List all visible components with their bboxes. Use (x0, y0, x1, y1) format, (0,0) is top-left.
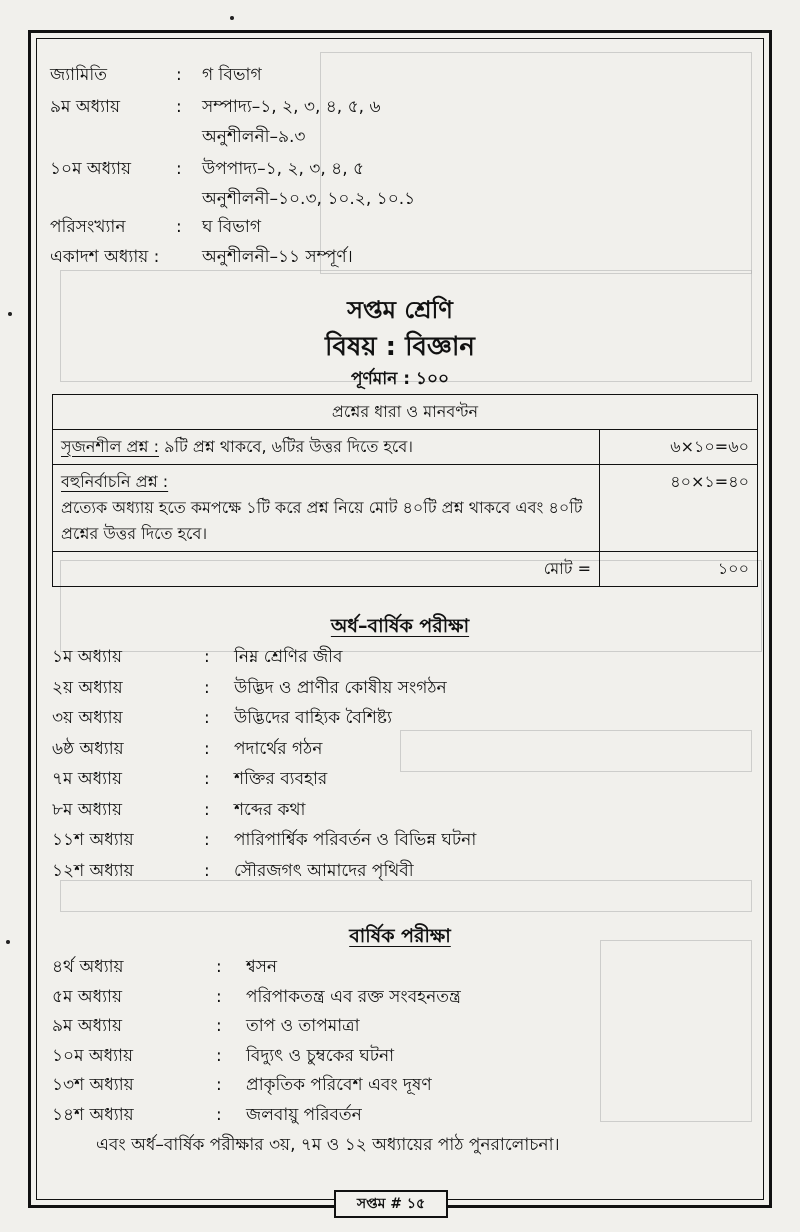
colon: : (216, 1045, 222, 1066)
colon: : (204, 860, 210, 881)
section-label: জ্যামিতি (50, 65, 107, 85)
chapter-topic: তাপ ও তাপমাত্রা (246, 1016, 360, 1036)
mcq-marks: ৪০×১=৪০ (600, 465, 758, 552)
colon: : (176, 217, 182, 237)
colon: : (216, 1075, 222, 1095)
chapter-label: ১ম অধ্যায় (52, 647, 122, 667)
chapter-label: ১২শ অধ্যায় (52, 860, 134, 881)
colon: : (204, 799, 210, 820)
half-yearly-title: অর্ধ–বার্ষিক পরীক্ষা (330, 615, 470, 637)
chapter-topic: উদ্ভিদের বাহ্যিক বৈশিষ্ট্য (234, 708, 392, 728)
mcq-cell (53, 465, 600, 552)
construction-list: সম্পাদ্য–১, ২, ৩, ৪, ৫, ৬ (202, 97, 381, 117)
page-number-badge: সপ্তম # ১৫ (334, 1190, 448, 1218)
table-header-row (53, 395, 758, 430)
chapter-topic: সৌরজগৎ আমাদের পৃথিবী (234, 860, 414, 881)
chapter-label: ৯ম অধ্যায় (50, 97, 120, 117)
colon: : (204, 830, 210, 850)
chapter-label: ৯ম অধ্যায় (52, 1016, 122, 1036)
colon: : (216, 957, 222, 977)
mcq-label: বহুনির্বাচনি প্রশ্ন : (61, 472, 169, 491)
colon: : (176, 97, 182, 117)
colon: : (216, 1104, 222, 1125)
chapter-topic: জলবায়ু পরিবর্তন (246, 1104, 362, 1125)
chapter-topic: পরিপাকতন্ত্র এব রক্ত সংবহনতন্ত্র (246, 986, 461, 1007)
total-label: মোট = (53, 552, 600, 587)
chapter-topic: পদার্থের গঠন (234, 738, 323, 759)
colon: : (204, 738, 210, 759)
exercise-value: অনুশীলনী–১১ সম্পূর্ণ। (202, 247, 353, 267)
chapter-label: ১০ম অধ্যায় (52, 1045, 134, 1066)
colon: : (216, 1016, 222, 1036)
section-value: গ বিভাগ (202, 65, 262, 85)
chapter-topic: প্রাকৃতিক পরিবেশ এবং দূষণ (246, 1075, 432, 1095)
chapter-label: ৭ম অধ্যায় (52, 769, 123, 789)
speck (230, 16, 234, 20)
chapter-label: ২য় অধ্যায় (52, 677, 123, 698)
chapter-label: ৪র্থ অধ্যায় (52, 957, 124, 977)
colon: : (204, 708, 210, 728)
chapter-topic: শ্বসন (246, 957, 278, 977)
chapter-topic: বিদ্যুৎ ও চুম্বকের ঘটনা (246, 1045, 395, 1066)
chapter-topic: উদ্ভিদ ও প্রাণীর কোষীয় সংগঠন (234, 677, 447, 698)
mcq-text: প্রত্যেক অধ্যায় হতে কমপক্ষে ১টি করে প্রশ্ন নিয়ে মোট ৪০টি প্রশ্ন থাকবে এবং ৪০টি প্রশ্নের উত্তর দিতে হবে। (61, 498, 583, 543)
table-row (53, 465, 758, 552)
chapter-topic: নিম্ন শ্রেণির জীব (234, 647, 343, 667)
chapter10-exercise: অনুশীলনী–১০.৩, ১০.২, ১০.১ (202, 189, 416, 209)
section-value: ঘ বিভাগ (202, 217, 261, 237)
chapter-label: একাদশ অধ্যায় : (50, 247, 160, 267)
chapter-topic: পারিপার্শ্বিক পরিবর্তন ও বিভিন্ন ঘটনা (234, 830, 477, 850)
full-marks: পূর্ণমান : ১০০ (350, 369, 450, 389)
colon: : (204, 647, 210, 667)
creative-label: সৃজনশীল প্রশ্ন : (61, 437, 159, 456)
annual-footnote: এবং অর্ধ–বার্ষিক পরীক্ষার ৩য়, ৭ম ও ১২ অধ্যায়ের পাঠ পুনরালোচনা। (96, 1135, 560, 1155)
creative-marks: ৬×১০=৬০ (600, 430, 758, 465)
colon: : (176, 159, 182, 179)
colon: : (216, 986, 222, 1007)
chapter-label: ৩য় অধ্যায় (52, 708, 123, 728)
chapter-label: ৬ষ্ঠ অধ্যায় (52, 738, 124, 759)
grade-title: সপ্তম শ্রেণি (347, 296, 453, 324)
annual-title: বার্ষিক পরীক্ষা (349, 925, 451, 947)
creative-text: ৯টি প্রশ্ন থাকবে, ৬টির উত্তর দিতে হবে। (158, 437, 413, 456)
table-total-row (53, 552, 758, 587)
creative-question-cell (53, 430, 600, 465)
table-row (53, 430, 758, 465)
chapter-label: ১০ম অধ্যায় (50, 159, 132, 179)
chapter-topic: শক্তির ব্যবহার (234, 769, 328, 789)
chapter-topic: শব্দের কথা (234, 799, 306, 820)
chapter-label: ৫ম অধ্যায় (52, 986, 122, 1007)
chapter-label: ১১শ অধ্যায় (52, 830, 134, 850)
chapter-label: ১৩শ অধ্যায় (52, 1075, 134, 1095)
total-marks: ১০০ (600, 552, 758, 587)
chapter-label: ৮ম অধ্যায় (52, 799, 122, 820)
theorem-list: উপপাদ্য–১, ২, ৩, ৪, ৫ (202, 159, 365, 179)
colon: : (204, 769, 210, 789)
subject-title: বিষয় : বিজ্ঞান (325, 332, 475, 362)
colon: : (204, 677, 210, 698)
section-label: পরিসংখ্যান (50, 217, 126, 237)
colon: : (176, 65, 182, 85)
chapter9-exercise: অনুশীলনী–৯.৩ (202, 127, 306, 147)
chapter-label: ১৪শ অধ্যায় (52, 1104, 134, 1125)
table-header: প্রশ্নের ধারা ও মানবণ্টন (53, 395, 758, 430)
marks-distribution-table (52, 394, 758, 587)
